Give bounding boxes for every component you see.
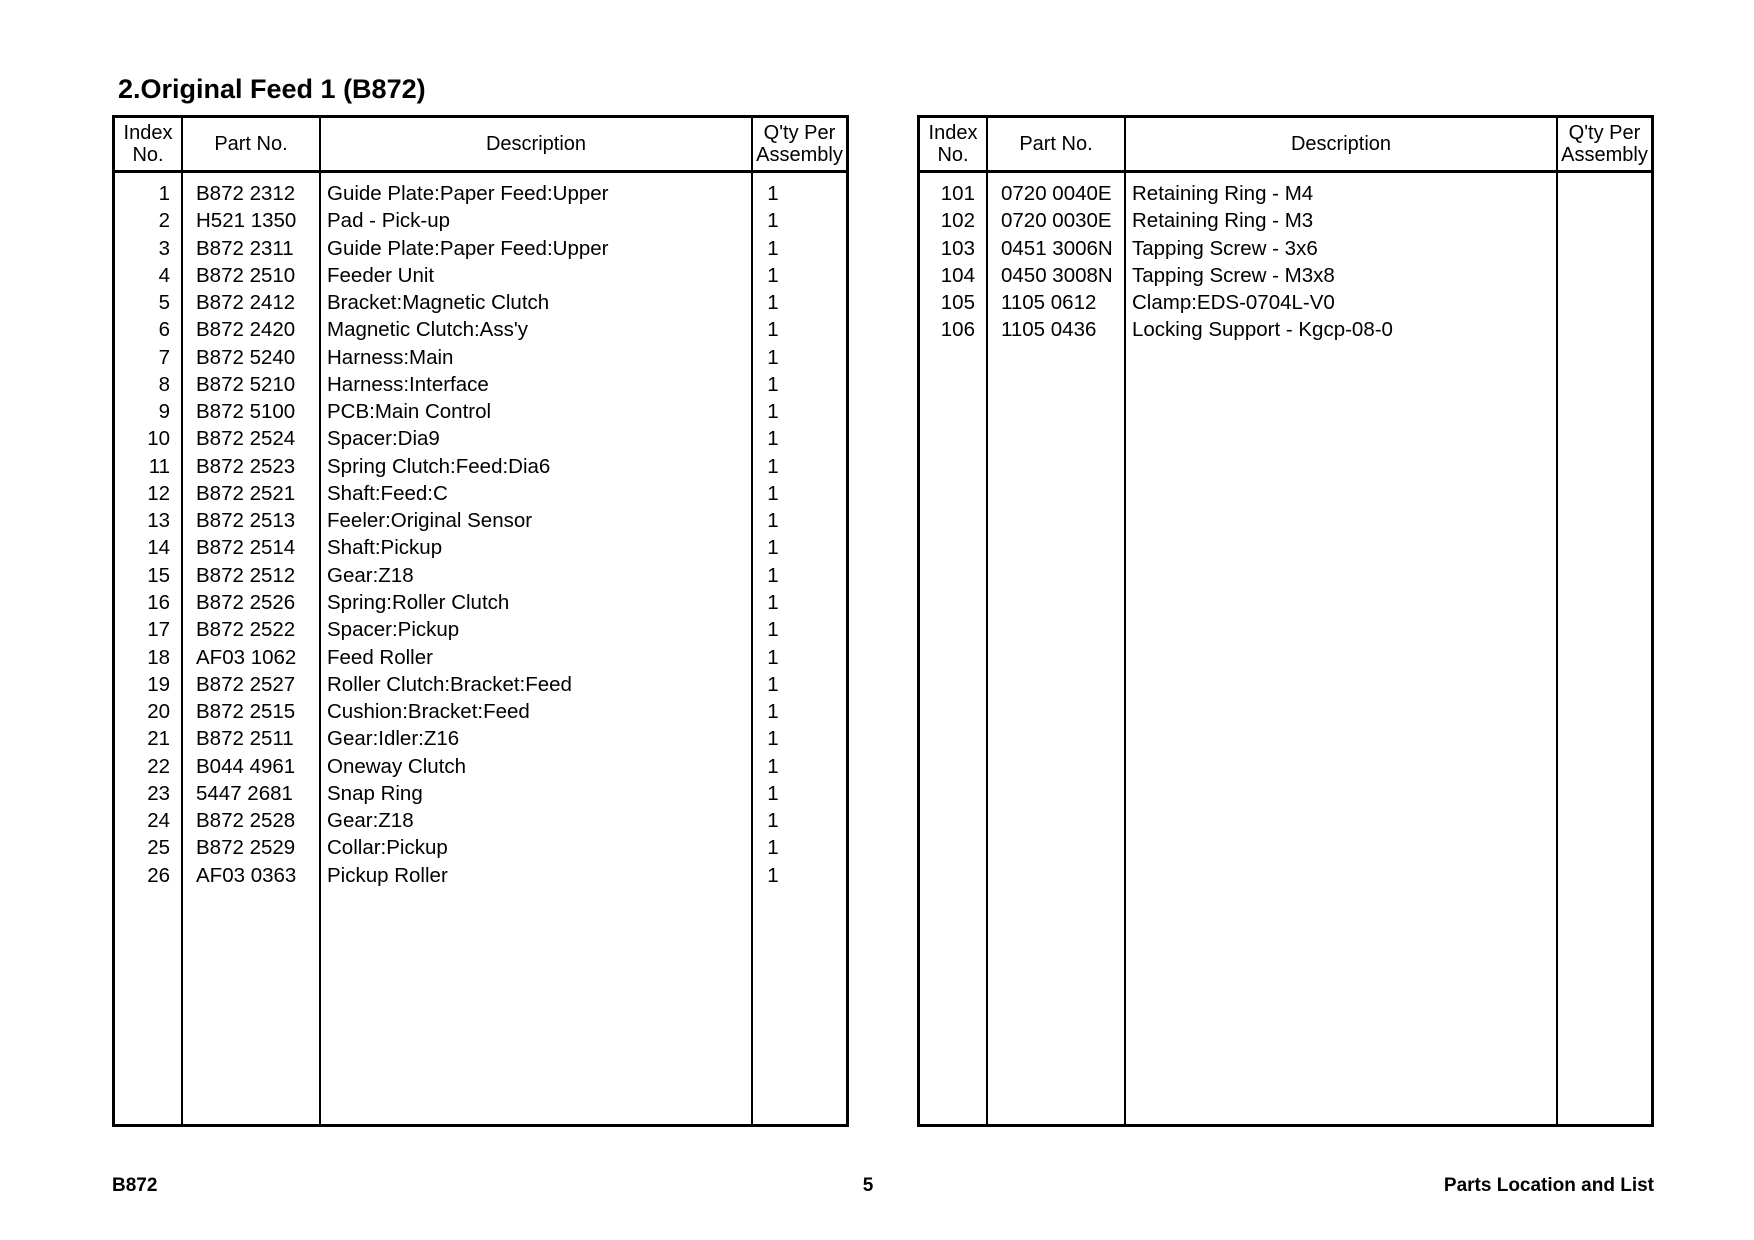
cell-part-no: AF03 1062 (196, 645, 297, 669)
table-row (115, 534, 846, 561)
cell-part-no: B872 5100 (196, 400, 296, 424)
footer-page-number: 5 (862, 1175, 874, 1196)
header-qty: Q'ty Per Assembly (756, 122, 843, 166)
cell-index: 101 (940, 182, 975, 205)
table-row (920, 180, 1651, 207)
parts-table-left (112, 115, 849, 1127)
header-index: Index No. (123, 122, 173, 166)
cell-description: Collar:Pickup (327, 836, 448, 860)
cell-description: Gear:Z18 (327, 809, 414, 833)
cell-index: 24 (147, 809, 170, 833)
table-row (920, 289, 1651, 316)
table-row (115, 589, 846, 616)
header-index: Index No. (928, 122, 978, 166)
cell-qty: 1 (767, 372, 779, 396)
cell-description: Guide Plate:Paper Feed:Upper (327, 236, 609, 260)
cell-index: 102 (940, 209, 975, 233)
cell-index: 25 (147, 836, 170, 860)
cell-index: 5 (158, 291, 170, 315)
cell-index: 1 (158, 182, 170, 205)
cell-index: 16 (147, 590, 170, 614)
cell-description: Harness:Main (327, 345, 454, 369)
cell-part-no: 5447 2681 (196, 781, 293, 805)
cell-index: 8 (158, 372, 170, 396)
cell-part-no: B044 4961 (196, 754, 296, 778)
cell-part-no: 0451 3006N (1001, 236, 1113, 260)
header-part-no: Part No. (214, 133, 288, 155)
cell-qty: 1 (767, 345, 779, 369)
table-row (115, 862, 846, 889)
footer-model: B872 (112, 1175, 158, 1196)
cell-part-no: B872 2524 (196, 427, 296, 451)
cell-qty: 1 (767, 318, 779, 342)
cell-description: Snap Ring (327, 781, 423, 805)
cell-index: 4 (158, 263, 170, 287)
cell-part-no: B872 2523 (196, 454, 296, 478)
cell-part-no: B872 2311 (196, 236, 294, 260)
cell-qty: 1 (767, 454, 779, 478)
cell-description: Spring:Roller Clutch (327, 590, 510, 614)
header-divider (920, 170, 1651, 173)
cell-part-no: B872 2528 (196, 809, 296, 833)
cell-part-no: B872 5240 (196, 345, 296, 369)
cell-index: 106 (940, 318, 975, 342)
cell-qty: 1 (767, 563, 779, 587)
cell-qty: 1 (767, 291, 779, 315)
cell-qty: 1 (767, 590, 779, 614)
cell-part-no: B872 5210 (196, 372, 296, 396)
cell-qty: 1 (767, 727, 779, 751)
table-row (115, 480, 846, 507)
cell-description: Gear:Z18 (327, 563, 414, 587)
cell-index: 23 (147, 781, 170, 805)
cell-qty: 1 (767, 618, 779, 642)
cell-qty: 1 (767, 427, 779, 451)
parts-table-right (917, 115, 1654, 1127)
cell-part-no: B872 2513 (196, 509, 296, 533)
cell-qty: 1 (767, 672, 779, 696)
cell-part-no: H521 1350 (196, 209, 297, 233)
cell-qty: 1 (767, 209, 779, 233)
cell-part-no: 1105 0612 (1001, 291, 1097, 315)
cell-index: 11 (148, 454, 170, 478)
cell-qty: 1 (767, 863, 779, 887)
cell-part-no: AF03 0363 (196, 863, 297, 887)
cell-description: Spring Clutch:Feed:Dia6 (327, 454, 551, 478)
cell-description: Tapping Screw - M3x8 (1132, 263, 1335, 287)
cell-part-no: B872 2512 (196, 563, 296, 587)
table-body (920, 180, 1651, 344)
table-row (115, 289, 846, 316)
table-row (115, 235, 846, 262)
table-row (115, 562, 846, 589)
table-row (115, 316, 846, 343)
table-row (920, 235, 1651, 262)
cell-index: 14 (147, 536, 170, 560)
table-row (920, 316, 1651, 343)
table-row (115, 753, 846, 780)
cell-index: 2 (158, 209, 170, 233)
table-row (115, 644, 846, 671)
cell-description: Locking Support - Kgcp-08-0 (1132, 318, 1393, 342)
cell-description: Pad - Pick-up (327, 209, 451, 233)
cell-description: Spacer:Pickup (327, 618, 460, 642)
table-row (115, 371, 846, 398)
table-row (115, 807, 846, 834)
table-row (115, 207, 846, 234)
cell-index: 17 (147, 618, 170, 642)
cell-index: 21 (147, 727, 170, 751)
cell-description: Gear:Idler:Z16 (327, 727, 460, 751)
cell-qty: 1 (767, 509, 779, 533)
header-divider (115, 170, 846, 173)
cell-qty: 1 (767, 536, 779, 560)
cell-index: 20 (147, 700, 170, 724)
cell-part-no: B872 2510 (196, 263, 296, 287)
cell-qty: 1 (767, 236, 779, 260)
table-row (920, 207, 1651, 234)
cell-index: 3 (158, 236, 170, 260)
cell-description: Retaining Ring - M3 (1132, 209, 1314, 233)
cell-qty: 1 (767, 645, 779, 669)
cell-qty: 1 (767, 781, 779, 805)
cell-index: 104 (940, 263, 975, 287)
table-row (115, 725, 846, 752)
table-row (115, 344, 846, 371)
cell-index: 19 (147, 672, 170, 696)
table-row (115, 425, 846, 452)
table-row (115, 698, 846, 725)
cell-part-no: 1105 0436 (1001, 318, 1097, 342)
cell-part-no: B872 2514 (196, 536, 296, 560)
cell-part-no: 0450 3008N (1001, 263, 1113, 287)
table-row (115, 780, 846, 807)
cell-part-no: B872 2521 (196, 481, 296, 505)
table-body (115, 180, 846, 889)
cell-description: Tapping Screw - 3x6 (1132, 236, 1318, 260)
cell-description: Oneway Clutch (327, 754, 467, 778)
cell-description: Pickup Roller (327, 863, 448, 887)
cell-description: Shaft:Pickup (327, 536, 443, 560)
cell-qty: 1 (767, 836, 779, 860)
cell-description: Cushion:Bracket:Feed (327, 700, 530, 724)
cell-part-no: 0720 0040E (1001, 182, 1112, 205)
cell-index: 9 (158, 400, 170, 424)
cell-part-no: B872 2522 (196, 618, 296, 642)
cell-index: 105 (940, 291, 975, 315)
cell-index: 10 (147, 427, 170, 451)
header-description: Description (485, 133, 587, 155)
cell-qty: 1 (767, 809, 779, 833)
cell-index: 18 (147, 645, 170, 669)
header-qty: Q'ty Per Assembly (1561, 122, 1648, 166)
cell-part-no: B872 2526 (196, 590, 296, 614)
cell-qty: 1 (767, 182, 779, 205)
cell-index: 6 (158, 318, 170, 342)
cell-description: Spacer:Dia9 (327, 427, 440, 451)
cell-index: 13 (147, 509, 170, 533)
footer-section-title: Parts Location and List (1443, 1175, 1654, 1196)
cell-index: 7 (158, 345, 170, 369)
table-row (920, 262, 1651, 289)
cell-description: Magnetic Clutch:Ass'y (327, 318, 529, 342)
cell-description: Feeler:Original Sensor (327, 509, 533, 533)
cell-part-no: B872 2529 (196, 836, 296, 860)
table-row (115, 671, 846, 698)
cell-description: PCB:Main Control (327, 400, 492, 424)
cell-part-no: 0720 0030E (1001, 209, 1112, 233)
cell-index: 26 (147, 863, 170, 887)
cell-qty: 1 (767, 263, 779, 287)
cell-index: 15 (147, 563, 170, 587)
cell-description: Retaining Ring - M4 (1132, 182, 1314, 205)
cell-description: Feed Roller (327, 645, 433, 669)
cell-description: Shaft:Feed:C (327, 481, 448, 505)
table-row (115, 180, 846, 207)
cell-index: 22 (147, 754, 170, 778)
table-row (115, 262, 846, 289)
table-row (115, 398, 846, 425)
cell-qty: 1 (767, 481, 779, 505)
cell-qty: 1 (767, 700, 779, 724)
cell-part-no: B872 2515 (196, 700, 296, 724)
cell-qty: 1 (767, 754, 779, 778)
page-title: 2.Original Feed 1 (B872) (118, 74, 426, 104)
table-row (115, 834, 846, 861)
cell-part-no: B872 2312 (196, 182, 296, 205)
cell-description: Clamp:EDS-0704L-V0 (1132, 291, 1335, 315)
cell-qty: 1 (767, 400, 779, 424)
table-row (115, 453, 846, 480)
table-row (115, 507, 846, 534)
cell-description: Feeder Unit (327, 263, 435, 287)
cell-description: Roller Clutch:Bracket:Feed (327, 672, 572, 696)
cell-description: Guide Plate:Paper Feed:Upper (327, 182, 609, 205)
cell-part-no: B872 2511 (196, 727, 294, 751)
cell-part-no: B872 2420 (196, 318, 296, 342)
header-description: Description (1290, 133, 1392, 155)
cell-index: 103 (940, 236, 975, 260)
cell-description: Harness:Interface (327, 372, 489, 396)
cell-part-no: B872 2527 (196, 672, 296, 696)
cell-description: Bracket:Magnetic Clutch (327, 291, 550, 315)
header-part-no: Part No. (1019, 133, 1093, 155)
table-row (115, 616, 846, 643)
cell-part-no: B872 2412 (196, 291, 296, 315)
cell-index: 12 (147, 481, 170, 505)
